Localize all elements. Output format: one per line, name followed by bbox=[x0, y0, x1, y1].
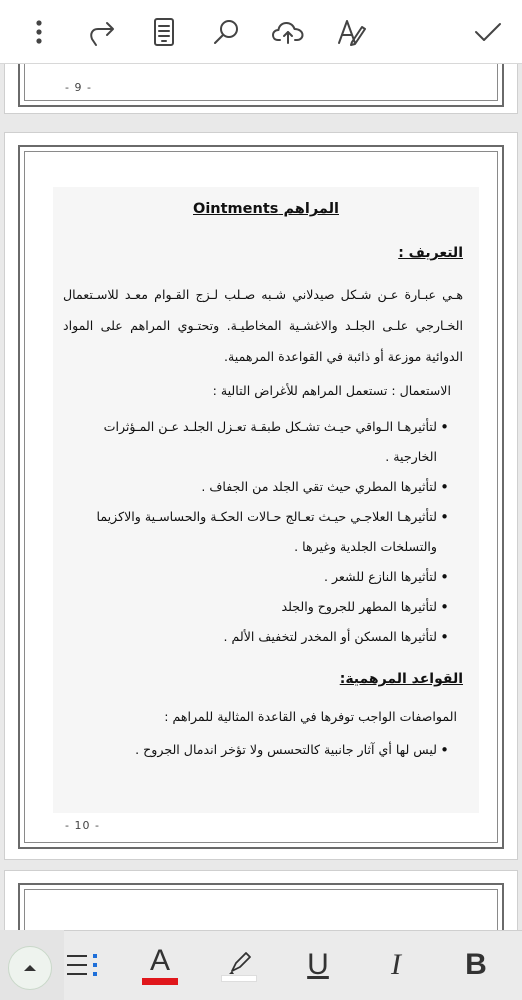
list-item: • لتأثيرها المطري حيث تقي الجلد من الجفاف . bbox=[55, 472, 479, 502]
formatting-toolbar bbox=[0, 930, 522, 1000]
list-item: • لتأثيرها المطهر للجروح والجلد bbox=[55, 592, 479, 622]
toolbar-expand-button[interactable] bbox=[0, 930, 64, 1000]
search-button[interactable] bbox=[208, 14, 244, 50]
highlighter-icon bbox=[224, 949, 254, 975]
bullet-list-button[interactable] bbox=[60, 941, 100, 989]
list-item: • لتأثيرها النازع للشعر . bbox=[55, 562, 479, 592]
list-item: • ليس لها أي آثار جانبية كالتحسس ولا تؤخر اندمال الجروح . bbox=[55, 735, 479, 765]
italic-icon: I bbox=[391, 948, 401, 981]
page-number: - 9 - bbox=[65, 81, 92, 94]
upload-button[interactable] bbox=[270, 14, 306, 50]
list-item: • لتأثيرهـا الـواقي حيـث تشـكل طبقـة تعـزل الجلـد عـن المـؤثرات الخارجية . bbox=[55, 412, 479, 472]
page-10 bbox=[4, 132, 518, 860]
underline-icon: U bbox=[307, 948, 329, 981]
page-9 bbox=[4, 64, 518, 114]
list-item: • لتأثيرهـا العلاجـي حيـث تعـالج حـالات الحكـة والحساسـية والاكزيما والتسلخات الجلدية وغيرها . bbox=[55, 502, 479, 562]
document-canvas[interactable] bbox=[0, 64, 522, 930]
redo-icon bbox=[87, 17, 115, 47]
cloud-upload-icon bbox=[271, 19, 305, 45]
proofing-icon bbox=[336, 17, 366, 47]
search-icon bbox=[212, 18, 240, 46]
page-11 bbox=[4, 870, 518, 930]
specs-line: المواصفات الواجب توفرها في القاعدة المثالية للمراهم : bbox=[164, 709, 457, 724]
page-border-inner bbox=[24, 64, 498, 101]
top-toolbar bbox=[0, 0, 522, 64]
underline-button[interactable] bbox=[298, 941, 338, 989]
font-color-icon: A bbox=[149, 943, 170, 977]
document-title: المراهم Ointments bbox=[193, 201, 339, 217]
page-content bbox=[53, 187, 479, 813]
bold-button[interactable] bbox=[456, 941, 496, 989]
chevron-up-icon bbox=[8, 946, 52, 990]
page-border-inner bbox=[24, 889, 498, 930]
definition-heading: التعريف : bbox=[398, 245, 463, 261]
more-options-button[interactable] bbox=[21, 14, 57, 50]
highlight-swatch bbox=[221, 975, 257, 982]
bases-heading: القواعد المرهمية: bbox=[339, 671, 463, 687]
more-icon bbox=[35, 19, 43, 45]
font-color-button[interactable] bbox=[140, 941, 180, 989]
redo-button[interactable] bbox=[83, 14, 119, 50]
bullet-list-icon bbox=[63, 950, 97, 980]
font-color-swatch bbox=[142, 978, 178, 985]
reading-view-icon bbox=[153, 17, 175, 47]
specs-list bbox=[55, 735, 479, 765]
usage-line: الاستعمال : تستعمل المراهم للأغراض التالية : bbox=[212, 383, 451, 398]
done-check-icon bbox=[474, 21, 502, 43]
page-number: - 10 - bbox=[65, 819, 100, 832]
bold-icon: B bbox=[465, 948, 487, 981]
highlight-button[interactable] bbox=[218, 941, 260, 989]
proofing-button[interactable] bbox=[333, 14, 369, 50]
definition-paragraph: هـي عبـارة عـن شـكل صيدلاني شـبه صـلب لـزج القـوام معـد للاسـتعمال الخـارجي علـى الجلـد والاغشـية المخاطيـة. وتحتـوي المراهم على المواد الدوائية موزعة أو ذائبة في القواعدة المرهمية. bbox=[63, 287, 463, 364]
italic-button[interactable] bbox=[376, 941, 416, 989]
done-button[interactable] bbox=[470, 14, 506, 50]
list-item: • لتأثيرها المسكن أو المخدر لتخفيف الألم . bbox=[55, 622, 479, 652]
uses-list bbox=[55, 412, 479, 652]
reading-view-button[interactable] bbox=[146, 14, 182, 50]
